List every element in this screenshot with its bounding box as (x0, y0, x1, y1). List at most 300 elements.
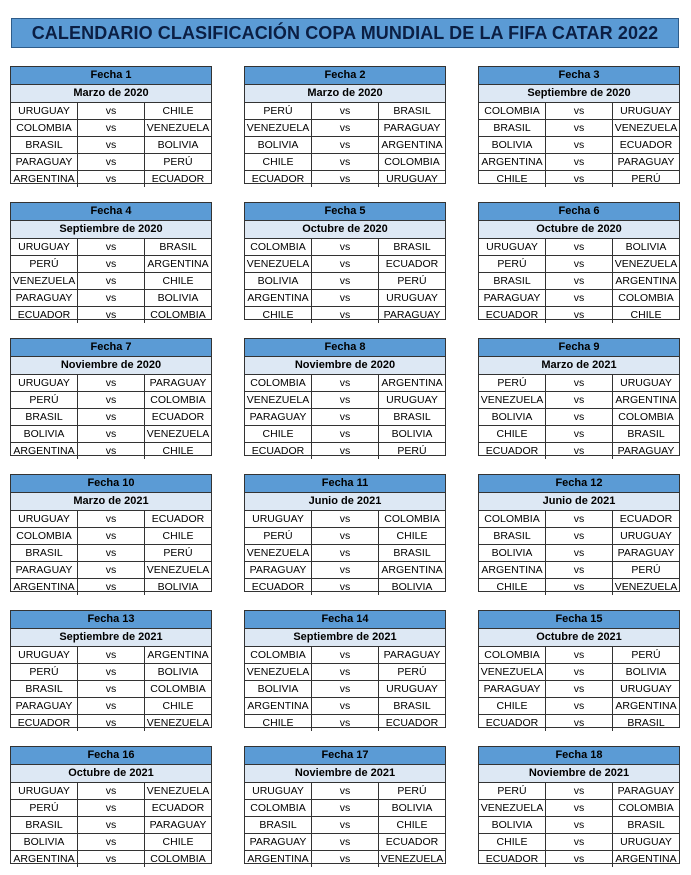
fecha-label: Fecha 14 (245, 611, 445, 629)
fecha-card (10, 610, 212, 728)
match-row (479, 273, 679, 290)
away-team: PARAGUAY (379, 647, 446, 664)
matches-table (11, 239, 211, 323)
home-team: COLOMBIA (11, 120, 78, 137)
fecha-month: Noviembre de 2021 (245, 765, 445, 783)
home-team: BRASIL (11, 817, 78, 834)
away-team: BRASIL (379, 409, 446, 426)
vs-label: vs (546, 239, 613, 256)
vs-label: vs (78, 171, 145, 188)
match-row (479, 375, 679, 392)
home-team: URUGUAY (11, 783, 78, 800)
vs-label: vs (546, 154, 613, 171)
home-team: VENEZUELA (479, 800, 546, 817)
home-team: ARGENTINA (245, 698, 312, 715)
away-team: CHILE (379, 817, 446, 834)
fecha-month: Marzo de 2020 (11, 85, 211, 103)
away-team: COLOMBIA (379, 154, 446, 171)
match-row (11, 409, 211, 426)
fecha-label: Fecha 1 (11, 67, 211, 85)
fecha-label: Fecha 15 (479, 611, 679, 629)
home-team: URUGUAY (11, 511, 78, 528)
home-team: ECUADOR (11, 715, 78, 732)
match-row (245, 137, 445, 154)
vs-label: vs (546, 409, 613, 426)
match-row (479, 409, 679, 426)
match-row (11, 103, 211, 120)
home-team: BOLIVIA (479, 409, 546, 426)
match-row (11, 443, 211, 460)
vs-label: vs (546, 426, 613, 443)
home-team: CHILE (479, 171, 546, 188)
vs-label: vs (78, 307, 145, 324)
match-row (479, 647, 679, 664)
away-team: VENEZUELA (613, 120, 680, 137)
match-row (245, 681, 445, 698)
vs-label: vs (78, 239, 145, 256)
away-team: CHILE (145, 103, 212, 120)
match-row (479, 698, 679, 715)
fixtures-grid (10, 66, 681, 864)
match-row (11, 545, 211, 562)
vs-label: vs (546, 137, 613, 154)
home-team: PARAGUAY (479, 681, 546, 698)
away-team: COLOMBIA (150, 309, 206, 321)
match-row (11, 528, 211, 545)
away-team: VENEZUELA (614, 581, 678, 593)
vs-label: vs (546, 817, 613, 834)
home-team: BRASIL (11, 137, 78, 154)
home-team: BOLIVIA (479, 817, 546, 834)
home-team: COLOMBIA (11, 528, 78, 545)
away-team: ARGENTINA (613, 273, 680, 290)
vs-label: vs (312, 273, 379, 290)
home-team: CHILE (245, 715, 312, 732)
match-row (11, 392, 211, 409)
match-row (11, 664, 211, 681)
match-row (11, 698, 211, 715)
away-team: ARGENTINA (615, 853, 677, 865)
away-team: ECUADOR (385, 717, 439, 729)
vs-label: vs (312, 120, 379, 137)
vs-label: vs (312, 154, 379, 171)
home-team: CHILE (245, 154, 312, 171)
fecha-label: Fecha 12 (479, 475, 679, 493)
fecha-month: Marzo de 2021 (479, 357, 679, 375)
home-team: PERÚ (479, 783, 546, 800)
home-team: PARAGUAY (11, 290, 78, 307)
away-team: VENEZUELA (613, 256, 680, 273)
vs-label: vs (312, 817, 379, 834)
match-row (11, 273, 211, 290)
fecha-month: Septiembre de 2021 (11, 629, 211, 647)
fecha-card (478, 202, 680, 320)
match-row (245, 817, 445, 834)
away-team: CHILE (379, 528, 446, 545)
match-row (479, 851, 679, 868)
away-team: BRASIL (379, 239, 446, 256)
home-team: BOLIVIA (245, 681, 312, 698)
vs-label: vs (546, 800, 613, 817)
vs-label: vs (78, 579, 145, 596)
fecha-month: Septiembre de 2020 (11, 221, 211, 239)
match-row (245, 698, 445, 715)
fecha-month: Junio de 2021 (245, 493, 445, 511)
home-team: COLOMBIA (245, 800, 312, 817)
match-row (479, 579, 679, 596)
matches-table (245, 103, 445, 187)
fecha-card (10, 338, 212, 456)
vs-label: vs (78, 851, 145, 868)
away-team: ECUADOR (145, 800, 212, 817)
match-row (245, 511, 445, 528)
away-team: BRASIL (379, 545, 446, 562)
home-team: PERÚ (479, 256, 546, 273)
match-row (479, 154, 679, 171)
fecha-month: Octubre de 2020 (245, 221, 445, 239)
away-team: BOLIVIA (613, 239, 680, 256)
away-team: CHILE (145, 834, 212, 851)
fecha-month: Octubre de 2021 (11, 765, 211, 783)
away-team: VENEZUELA (145, 426, 212, 443)
matches-table (11, 103, 211, 187)
matches-table (245, 239, 445, 323)
away-team: PARAGUAY (383, 309, 441, 321)
away-team: COLOMBIA (613, 800, 680, 817)
fecha-label: Fecha 8 (245, 339, 445, 357)
vs-label: vs (546, 392, 613, 409)
away-team: PERÚ (145, 545, 212, 562)
home-team: ECUADOR (479, 443, 546, 460)
vs-label: vs (78, 817, 145, 834)
home-team: BOLIVIA (479, 545, 546, 562)
away-team: BRASIL (613, 426, 680, 443)
matches-table (245, 375, 445, 459)
away-team: ARGENTINA (613, 392, 680, 409)
away-team: ARGENTINA (613, 698, 680, 715)
away-team: URUGUAY (386, 173, 438, 185)
away-team: URUGUAY (613, 103, 680, 120)
match-row (245, 273, 445, 290)
away-team: ECUADOR (151, 173, 205, 185)
home-team: PARAGUAY (11, 562, 78, 579)
home-team: BRASIL (479, 528, 546, 545)
vs-label: vs (546, 647, 613, 664)
fecha-card (244, 66, 446, 184)
home-team: VENEZUELA (245, 392, 312, 409)
matches-table (479, 647, 679, 731)
home-team: COLOMBIA (479, 511, 546, 528)
home-team: PERÚ (245, 528, 312, 545)
vs-label: vs (546, 851, 613, 868)
match-row (245, 851, 445, 868)
away-team: PERÚ (397, 445, 427, 457)
vs-label: vs (78, 103, 145, 120)
vs-label: vs (546, 290, 613, 307)
away-team: ECUADOR (613, 511, 680, 528)
vs-label: vs (312, 103, 379, 120)
match-row (479, 715, 679, 732)
home-team: URUGUAY (11, 239, 78, 256)
match-row (245, 256, 445, 273)
away-team: VENEZUELA (145, 783, 212, 800)
away-team: BOLIVIA (391, 581, 433, 593)
match-row (245, 545, 445, 562)
fecha-label: Fecha 10 (11, 475, 211, 493)
home-team: ARGENTINA (479, 562, 546, 579)
vs-label: vs (546, 545, 613, 562)
away-team: ARGENTINA (379, 375, 446, 392)
home-team: ARGENTINA (245, 290, 312, 307)
home-team: PERÚ (11, 800, 78, 817)
fecha-card (244, 610, 446, 728)
match-row (11, 783, 211, 800)
match-row (245, 409, 445, 426)
match-row (479, 545, 679, 562)
vs-label: vs (546, 579, 613, 596)
match-row (11, 817, 211, 834)
vs-label: vs (312, 834, 379, 851)
fecha-label: Fecha 9 (479, 339, 679, 357)
away-team: COLOMBIA (613, 409, 680, 426)
match-row (245, 783, 445, 800)
away-team: BRASIL (379, 103, 446, 120)
vs-label: vs (546, 698, 613, 715)
away-team: PERÚ (379, 664, 446, 681)
home-team: ARGENTINA (479, 154, 546, 171)
vs-label: vs (546, 715, 613, 732)
vs-label: vs (78, 528, 145, 545)
away-team: CHILE (145, 528, 212, 545)
fecha-card (244, 338, 446, 456)
fecha-card (478, 746, 680, 864)
home-team: PERÚ (11, 392, 78, 409)
fecha-card (10, 474, 212, 592)
vs-label: vs (78, 137, 145, 154)
vs-label: vs (546, 511, 613, 528)
vs-label: vs (312, 443, 379, 460)
home-team: PERÚ (11, 664, 78, 681)
home-team: BOLIVIA (245, 273, 312, 290)
home-team: ECUADOR (245, 171, 312, 188)
match-row (479, 290, 679, 307)
vs-label: vs (78, 834, 145, 851)
away-team: PARAGUAY (613, 154, 680, 171)
away-team: ECUADOR (145, 409, 212, 426)
vs-label: vs (78, 409, 145, 426)
matches-table (479, 783, 679, 867)
match-row (479, 681, 679, 698)
match-row (479, 426, 679, 443)
vs-label: vs (546, 120, 613, 137)
home-team: COLOMBIA (245, 375, 312, 392)
away-team: PERÚ (379, 273, 446, 290)
vs-label: vs (546, 375, 613, 392)
vs-label: vs (312, 851, 379, 868)
vs-label: vs (546, 562, 613, 579)
home-team: VENEZUELA (479, 664, 546, 681)
vs-label: vs (546, 103, 613, 120)
home-team: PERÚ (479, 375, 546, 392)
vs-label: vs (78, 154, 145, 171)
match-row (479, 562, 679, 579)
away-team: BRASIL (613, 817, 680, 834)
home-team: BOLIVIA (245, 137, 312, 154)
vs-label: vs (312, 171, 379, 188)
match-row (11, 511, 211, 528)
match-row (479, 307, 679, 324)
home-team: URUGUAY (11, 103, 78, 120)
matches-table (479, 103, 679, 187)
fecha-label: Fecha 3 (479, 67, 679, 85)
home-team: ECUADOR (479, 715, 546, 732)
away-team: BOLIVIA (379, 426, 446, 443)
match-row (11, 120, 211, 137)
home-team: VENEZUELA (245, 120, 312, 137)
vs-label: vs (312, 426, 379, 443)
match-row (245, 426, 445, 443)
match-row (11, 681, 211, 698)
away-team: BOLIVIA (145, 290, 212, 307)
away-team: BRASIL (379, 698, 446, 715)
away-team: PERÚ (145, 154, 212, 171)
match-row (11, 154, 211, 171)
fecha-label: Fecha 18 (479, 747, 679, 765)
vs-label: vs (312, 375, 379, 392)
home-team: BRASIL (245, 817, 312, 834)
match-row (11, 375, 211, 392)
away-team: PERÚ (631, 173, 661, 185)
home-team: ECUADOR (479, 307, 546, 324)
match-row (245, 120, 445, 137)
away-team: COLOMBIA (613, 290, 680, 307)
away-team: VENEZUELA (145, 562, 212, 579)
match-row (479, 120, 679, 137)
away-team: COLOMBIA (379, 511, 446, 528)
away-team: COLOMBIA (150, 853, 206, 865)
away-team: ARGENTINA (145, 256, 212, 273)
away-team: VENEZUELA (145, 120, 212, 137)
home-team: CHILE (245, 426, 312, 443)
fecha-month: Septiembre de 2021 (245, 629, 445, 647)
away-team: PARAGUAY (145, 375, 212, 392)
vs-label: vs (78, 443, 145, 460)
matches-table (479, 239, 679, 323)
away-team: BOLIVIA (157, 581, 199, 593)
away-team: ARGENTINA (379, 137, 446, 154)
home-team: COLOMBIA (479, 647, 546, 664)
match-row (245, 528, 445, 545)
fecha-month: Marzo de 2021 (11, 493, 211, 511)
vs-label: vs (78, 783, 145, 800)
fecha-label: Fecha 13 (11, 611, 211, 629)
away-team: BRASIL (627, 717, 665, 729)
match-row (11, 851, 211, 868)
vs-label: vs (546, 273, 613, 290)
vs-label: vs (78, 426, 145, 443)
match-row (11, 137, 211, 154)
fecha-label: Fecha 6 (479, 203, 679, 221)
home-team: CHILE (479, 579, 546, 596)
fecha-label: Fecha 5 (245, 203, 445, 221)
home-team: BRASIL (479, 120, 546, 137)
away-team: ECUADOR (379, 834, 446, 851)
matches-table (11, 647, 211, 731)
away-team: PARAGUAY (145, 817, 212, 834)
away-team: BOLIVIA (145, 137, 212, 154)
away-team: BRASIL (145, 239, 212, 256)
match-row (11, 562, 211, 579)
away-team: CHILE (162, 445, 194, 457)
vs-label: vs (312, 256, 379, 273)
home-team: ARGENTINA (245, 851, 312, 868)
away-team: COLOMBIA (145, 392, 212, 409)
fecha-month: Septiembre de 2020 (479, 85, 679, 103)
vs-label: vs (546, 528, 613, 545)
fecha-card (478, 610, 680, 728)
away-team: BOLIVIA (379, 800, 446, 817)
match-row (11, 239, 211, 256)
fecha-month: Noviembre de 2020 (11, 357, 211, 375)
match-row (479, 528, 679, 545)
home-team: URUGUAY (479, 239, 546, 256)
home-team: PARAGUAY (479, 290, 546, 307)
fecha-label: Fecha 4 (11, 203, 211, 221)
match-row (245, 647, 445, 664)
fecha-month: Octubre de 2021 (479, 629, 679, 647)
vs-label: vs (78, 273, 145, 290)
home-team: BOLIVIA (479, 137, 546, 154)
home-team: VENEZUELA (245, 664, 312, 681)
match-row (245, 664, 445, 681)
home-team: CHILE (479, 698, 546, 715)
vs-label: vs (312, 664, 379, 681)
match-row (245, 290, 445, 307)
away-team: COLOMBIA (145, 681, 212, 698)
home-team: ECUADOR (11, 307, 78, 324)
home-team: CHILE (479, 426, 546, 443)
vs-label: vs (312, 647, 379, 664)
home-team: CHILE (479, 834, 546, 851)
fecha-label: Fecha 2 (245, 67, 445, 85)
home-team: BOLIVIA (11, 834, 78, 851)
home-team: PERÚ (11, 256, 78, 273)
matches-table (245, 783, 445, 867)
home-team: COLOMBIA (245, 239, 312, 256)
match-row (11, 834, 211, 851)
fecha-card (10, 66, 212, 184)
vs-label: vs (312, 239, 379, 256)
match-row (245, 375, 445, 392)
vs-label: vs (312, 137, 379, 154)
home-team: URUGUAY (245, 511, 312, 528)
vs-label: vs (78, 681, 145, 698)
home-team: COLOMBIA (245, 647, 312, 664)
away-team: VENEZUELA (380, 853, 444, 865)
away-team: ARGENTINA (379, 562, 446, 579)
match-row (479, 256, 679, 273)
away-team: PARAGUAY (617, 445, 675, 457)
match-row (245, 239, 445, 256)
home-team: PERÚ (245, 103, 312, 120)
home-team: ARGENTINA (11, 171, 78, 188)
home-team: VENEZUELA (245, 256, 312, 273)
fecha-card (244, 474, 446, 592)
vs-label: vs (546, 681, 613, 698)
fecha-card (10, 746, 212, 864)
away-team: BOLIVIA (613, 664, 680, 681)
away-team: CHILE (145, 273, 212, 290)
